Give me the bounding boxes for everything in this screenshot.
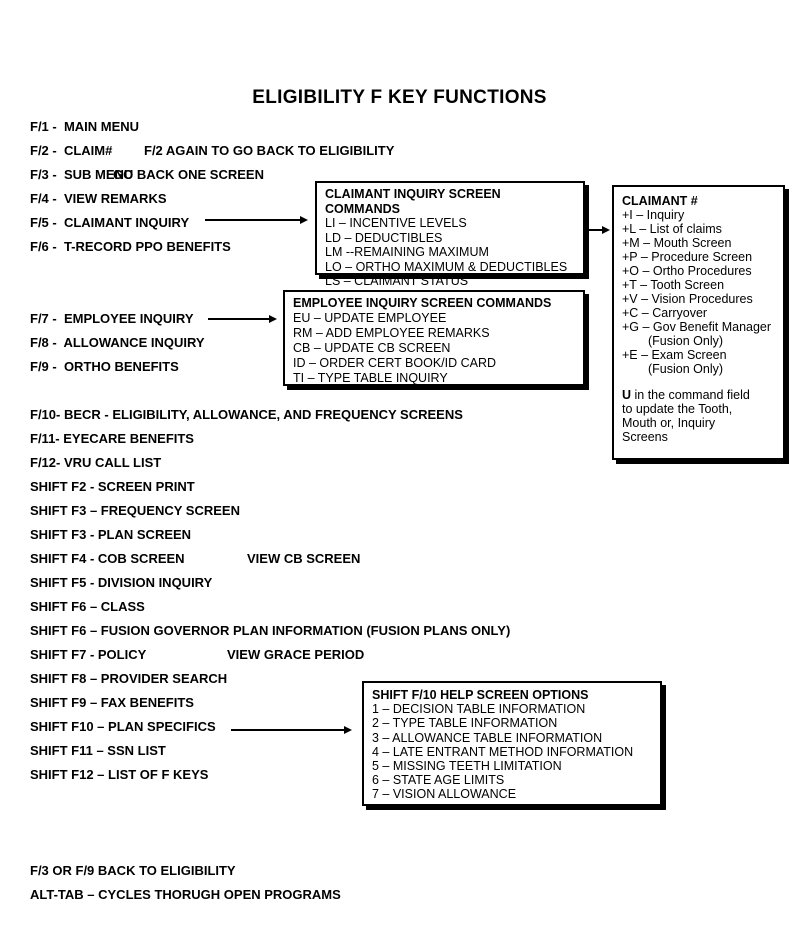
footer-line-alt-tab: ALT-TAB – CYCLES THORUGH OPEN PROGRAMS	[30, 887, 341, 902]
fkey-line-shift-f6-fusion: SHIFT F6 – FUSION GOVERNOR PLAN INFORMATION (FUSION PLANS ONLY)	[30, 623, 511, 638]
fkey-line-shift-f11: SHIFT F11 – SSN LIST	[30, 743, 166, 758]
claimant-inquiry-command: LO – ORTHO MAXIMUM & DEDUCTIBLES	[325, 259, 568, 274]
fkey-line-shift-f4-note: VIEW CB SCREEN	[247, 551, 361, 566]
arrow-claimant-inquiry-box-to-claimant-number-box	[588, 229, 607, 231]
fkey-line-shift-f7: SHIFT F7 - POLICY VIEW GRACE PERIOD	[30, 647, 365, 662]
employee-inquiry-command: RM – ADD EMPLOYEE REMARKS	[293, 326, 490, 340]
claimant-number-note-line: U in the command field	[622, 388, 750, 402]
claimant-number-command: +O – Ortho Procedures	[622, 264, 752, 278]
fkey-line-f3-note: GO BACK ONE SCREEN	[113, 167, 264, 182]
claimant-number-note-line: Mouth or, Inquiry	[622, 416, 716, 430]
fkey-line-shift-f5: SHIFT F5 - DIVISION INQUIRY	[30, 575, 213, 590]
fkey-line-f6: F/6 - T-RECORD PPO BENEFITS	[30, 239, 231, 254]
fkey-line-f9: F/9 - ORTHO BENEFITS	[30, 359, 179, 374]
claimant-number-note-line: to update the Tooth,	[622, 402, 733, 416]
fkey-line-f7: F/7 - EMPLOYEE INQUIRY	[30, 311, 194, 326]
shift-f10-help-option: 1 – DECISION TABLE INFORMATION	[372, 702, 586, 717]
claimant-number-command: +V – Vision Procedures	[622, 292, 753, 306]
claimant-number-command: +C – Carryover	[622, 306, 708, 320]
fkey-line-shift-f3-plan: SHIFT F3 - PLAN SCREEN	[30, 527, 192, 542]
fkey-line-f8: F/8 - ALLOWANCE INQUIRY	[30, 335, 205, 350]
claimant-number-command: +M – Mouth Screen	[622, 236, 732, 250]
claimant-number-box	[612, 185, 785, 460]
fkey-line-f12: F/12- VRU CALL LIST	[30, 455, 162, 470]
shift-f10-help-options-title: SHIFT F/10 HELP SCREEN OPTIONS	[372, 688, 589, 702]
page-title: ELIGIBILITY F KEY FUNCTIONS	[252, 87, 547, 108]
fkey-line-shift-f7-note: VIEW GRACE PERIOD	[227, 647, 365, 662]
claimant-number-command: +I – Inquiry	[622, 208, 685, 222]
employee-inquiry-command: EU – UPDATE EMPLOYEE	[293, 311, 447, 325]
fkey-line-shift-f3-frequency: SHIFT F3 – FREQUENCY SCREEN	[30, 503, 240, 518]
shift-f10-help-option: 7 – VISION ALLOWANCE	[372, 787, 517, 802]
fkey-line-shift-f9: SHIFT F9 – FAX BENEFITS	[30, 695, 194, 710]
claimant-number-command: +P – Procedure Screen	[622, 250, 753, 264]
shift-f10-help-option: 6 – STATE AGE LIMITS	[372, 773, 505, 788]
fkey-line-f1: F/1 - MAIN MENU	[30, 119, 140, 134]
footer-line-back-to-eligibility: F/3 OR F/9 BACK TO ELIGIBILITY	[30, 863, 236, 878]
employee-inquiry-command: CB – UPDATE CB SCREEN	[293, 341, 451, 355]
claimant-inquiry-commands-title: CLAIMANT INQUIRY SCREEN COMMANDS	[325, 187, 501, 216]
claimant-inquiry-command: LS – CLAIMANT STATUS	[325, 274, 469, 288]
employee-inquiry-commands-box	[283, 290, 585, 386]
claimant-number-command: +L – List of claims	[622, 222, 722, 236]
fkey-line-shift-f10: SHIFT F10 – PLAN SPECIFICS	[30, 719, 216, 734]
claimant-number-command: +E – Exam Screen	[622, 348, 727, 362]
claimant-inquiry-command: LM --REMAINING MAXIMUM	[325, 245, 489, 259]
fkey-line-f11: F/11- EYECARE BENEFITS	[30, 431, 194, 446]
claimant-inquiry-command: LI – INCENTIVE LEVELS	[325, 216, 467, 230]
fkey-line-shift-f4: SHIFT F4 - COB SCREEN VIEW CB SCREEN	[30, 551, 361, 566]
arrow-f5-to-claimant-inquiry-box	[205, 219, 305, 221]
employee-inquiry-commands-title: EMPLOYEE INQUIRY SCREEN COMMANDS	[293, 296, 552, 310]
shift-f10-help-option: 4 – LATE ENTRANT METHOD INFORMATION	[372, 744, 634, 759]
claimant-inquiry-commands-box	[315, 181, 585, 288]
fkey-line-shift-f2: SHIFT F2 - SCREEN PRINT	[30, 479, 195, 494]
shift-f10-help-option: 2 – TYPE TABLE INFORMATION	[372, 716, 558, 731]
fkey-line-f4: F/4 - VIEW REMARKS	[30, 191, 167, 206]
claimant-inquiry-command: LD – DEDUCTIBLES	[325, 230, 443, 245]
claimant-number-command: +T – Tooth Screen	[622, 278, 725, 292]
arrow-f7-to-employee-inquiry-box	[208, 318, 274, 320]
fkey-line-f2-note: F/2 AGAIN TO GO BACK TO ELIGIBILITY	[144, 143, 395, 158]
fkey-line-f3: F/3 - SUB MENU GO BACK ONE SCREEN	[30, 167, 264, 182]
claimant-number-note-line: Screens	[622, 430, 668, 444]
claimant-number-command-qualifier: (Fusion Only)	[648, 334, 724, 348]
fkey-line-shift-f8: SHIFT F8 – PROVIDER SEARCH	[30, 671, 228, 686]
claimant-number-note	[622, 388, 775, 444]
claimant-number-title: CLAIMANT #	[622, 194, 698, 208]
fkey-line-f10: F/10- BECR - ELIGIBILITY, ALLOWANCE, AND FREQUENCY SCREENS	[30, 407, 463, 422]
fkey-line-shift-f12: SHIFT F12 – LIST OF F KEYS	[30, 767, 209, 782]
employee-inquiry-command: TI – TYPE TABLE INQUIRY	[293, 371, 448, 385]
shift-f10-help-options-box	[362, 681, 662, 806]
employee-inquiry-command: ID – ORDER CERT BOOK/ID CARD	[293, 356, 497, 370]
shift-f10-help-option: 5 – MISSING TEETH LIMITATION	[372, 759, 562, 774]
fkey-line-f2: F/2 - CLAIM# F/2 AGAIN TO GO BACK TO ELIGIBILITY	[30, 143, 395, 158]
claimant-number-command-qualifier: (Fusion Only)	[648, 362, 724, 376]
shift-f10-help-option: 3 – ALLOWANCE TABLE INFORMATION	[372, 730, 603, 745]
claimant-number-command: +G – Gov Benefit Manager	[622, 320, 772, 334]
fkey-line-shift-f6-class: SHIFT F6 – CLASS	[30, 599, 145, 614]
fkey-line-f5: F/5 - CLAIMANT INQUIRY	[30, 215, 190, 230]
arrow-shift-f10-to-help-options-box	[231, 729, 349, 731]
